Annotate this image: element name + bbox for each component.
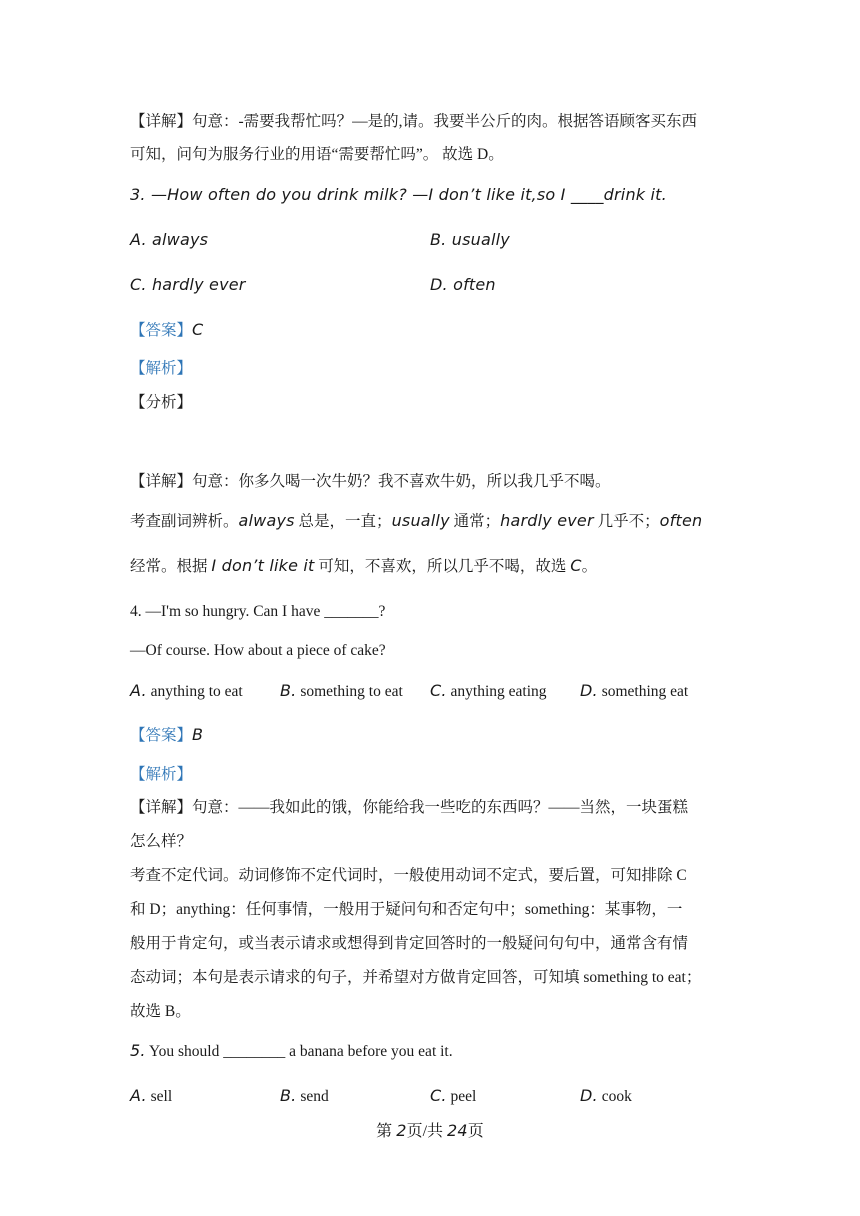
q5-options bbox=[130, 1086, 730, 1107]
q4-detail-6: 态动词；本句是表示请求的句子，并希望对方做肯定回答，可知填 something to eat； bbox=[130, 969, 702, 986]
footer-text: 第 bbox=[376, 1123, 397, 1140]
q3-analysis-label: 【解析】 bbox=[130, 360, 193, 377]
text: anything to eat bbox=[146, 683, 243, 700]
q4-detail-7: 故选 B。 bbox=[130, 1003, 191, 1020]
letter: B. bbox=[280, 1086, 297, 1105]
term-always: always bbox=[238, 511, 295, 530]
text: 几乎不； bbox=[593, 513, 660, 530]
q4-line1: 4. —I'm so hungry. Can I have _______? bbox=[130, 603, 386, 620]
text: something to eat bbox=[296, 683, 403, 700]
answer-value: B bbox=[192, 725, 204, 744]
q5-option-c bbox=[430, 1086, 580, 1107]
footer-text: 页 bbox=[467, 1123, 484, 1140]
letter: D. bbox=[580, 681, 598, 700]
q3-detail-line1: 【详解】句意：你多久喝一次牛奶？我不喜欢牛奶，所以我几乎不喝。 bbox=[130, 473, 611, 490]
q4-line2: —Of course. How about a piece of cake? bbox=[130, 642, 386, 659]
p1-line1: 【详解】句意：-需要我帮忙吗？—是的,请。我要半公斤的肉。根据答语顾客买东西 bbox=[130, 113, 698, 130]
q3-option-b: B. usually bbox=[430, 230, 510, 249]
q4-detail-5: 般用于肯定句，或当表示请求或想得到肯定回答时的一般疑问句句中，通常含有情 bbox=[130, 935, 689, 952]
text: 。 bbox=[581, 558, 598, 575]
total-pages: 24 bbox=[447, 1121, 468, 1140]
q3-option-a: A. always bbox=[130, 230, 209, 249]
q4-detail-1: 【详解】句意：——我如此的饿，你能给我一些吃的东西吗？——当然，一块蛋糕 bbox=[130, 799, 689, 816]
q4-detail-4: 和 D；anything：任何事情，一般用于疑问句和否定句中；something：某事物，一 bbox=[130, 901, 683, 918]
question-number: 5. bbox=[130, 1041, 146, 1060]
text: 总是，一直； bbox=[294, 513, 392, 530]
q5-question bbox=[130, 1041, 730, 1062]
text: anything eating bbox=[446, 683, 547, 700]
text: 考查副词辨析。 bbox=[130, 513, 239, 530]
term-hardly-ever: hardly ever bbox=[500, 511, 594, 530]
text: 可知，不喜欢，所以几乎不喝，故选 bbox=[314, 558, 571, 575]
q4-option-d bbox=[580, 681, 730, 702]
q3-question: 3. —How often do you drink milk? —I don’t like it,so I ____drink it. bbox=[130, 185, 667, 204]
term-usually: usually bbox=[391, 511, 450, 530]
q3-detail-line3 bbox=[130, 556, 730, 577]
quote: I don’t like it bbox=[211, 556, 315, 575]
text: 通常； bbox=[449, 513, 501, 530]
q3-detail-line2 bbox=[130, 511, 730, 532]
q4-options bbox=[130, 681, 730, 702]
q3-option-c: C. hardly ever bbox=[130, 275, 246, 294]
text: sell bbox=[146, 1088, 173, 1105]
text: 经常。根据 bbox=[130, 558, 212, 575]
letter: D. bbox=[580, 1086, 598, 1105]
p1-line2: 可知，问句为服务行业的用语“需要帮忙吗”。 故选 D。 bbox=[130, 146, 504, 163]
letter: A. bbox=[130, 1086, 147, 1105]
text: peel bbox=[446, 1088, 477, 1105]
q4-detail-3: 考查不定代词。动词修饰不定代词时，一般使用动词不定式，要后置，可知排除 C bbox=[130, 867, 687, 884]
q5-option-b bbox=[280, 1086, 430, 1107]
answer-label: 【答案】 bbox=[130, 727, 193, 744]
term-often: often bbox=[659, 511, 703, 530]
q3-options-row2 bbox=[130, 275, 730, 295]
text: cook bbox=[597, 1088, 632, 1105]
q4-answer bbox=[130, 725, 730, 746]
page-number: 2 bbox=[396, 1121, 407, 1140]
q3-answer bbox=[130, 320, 730, 341]
letter: A. bbox=[130, 681, 147, 700]
footer-text: 页/共 bbox=[406, 1123, 448, 1140]
letter: C. bbox=[430, 1086, 447, 1105]
q4-detail-2: 怎么样？ bbox=[130, 833, 193, 850]
q5-option-d bbox=[580, 1086, 730, 1107]
q3-fenxi-label: 【分析】 bbox=[130, 394, 193, 411]
q4-analysis-label: 【解析】 bbox=[130, 766, 193, 783]
letter: C. bbox=[430, 681, 447, 700]
text: send bbox=[296, 1088, 329, 1105]
q4-option-b bbox=[280, 681, 430, 702]
question-text: You should ________ a banana before you eat it. bbox=[145, 1043, 453, 1060]
answer-value: C bbox=[192, 320, 204, 339]
q4-option-c bbox=[430, 681, 580, 702]
letter: B. bbox=[280, 681, 297, 700]
q3-option-d: D. often bbox=[430, 275, 496, 294]
answer-label: 【答案】 bbox=[130, 322, 193, 339]
page-footer bbox=[0, 1118, 860, 1141]
q4-option-a bbox=[130, 681, 280, 702]
answer-letter: C bbox=[570, 556, 582, 575]
q5-option-a bbox=[130, 1086, 280, 1107]
text: something eat bbox=[597, 683, 689, 700]
q3-options-row1 bbox=[130, 230, 730, 250]
